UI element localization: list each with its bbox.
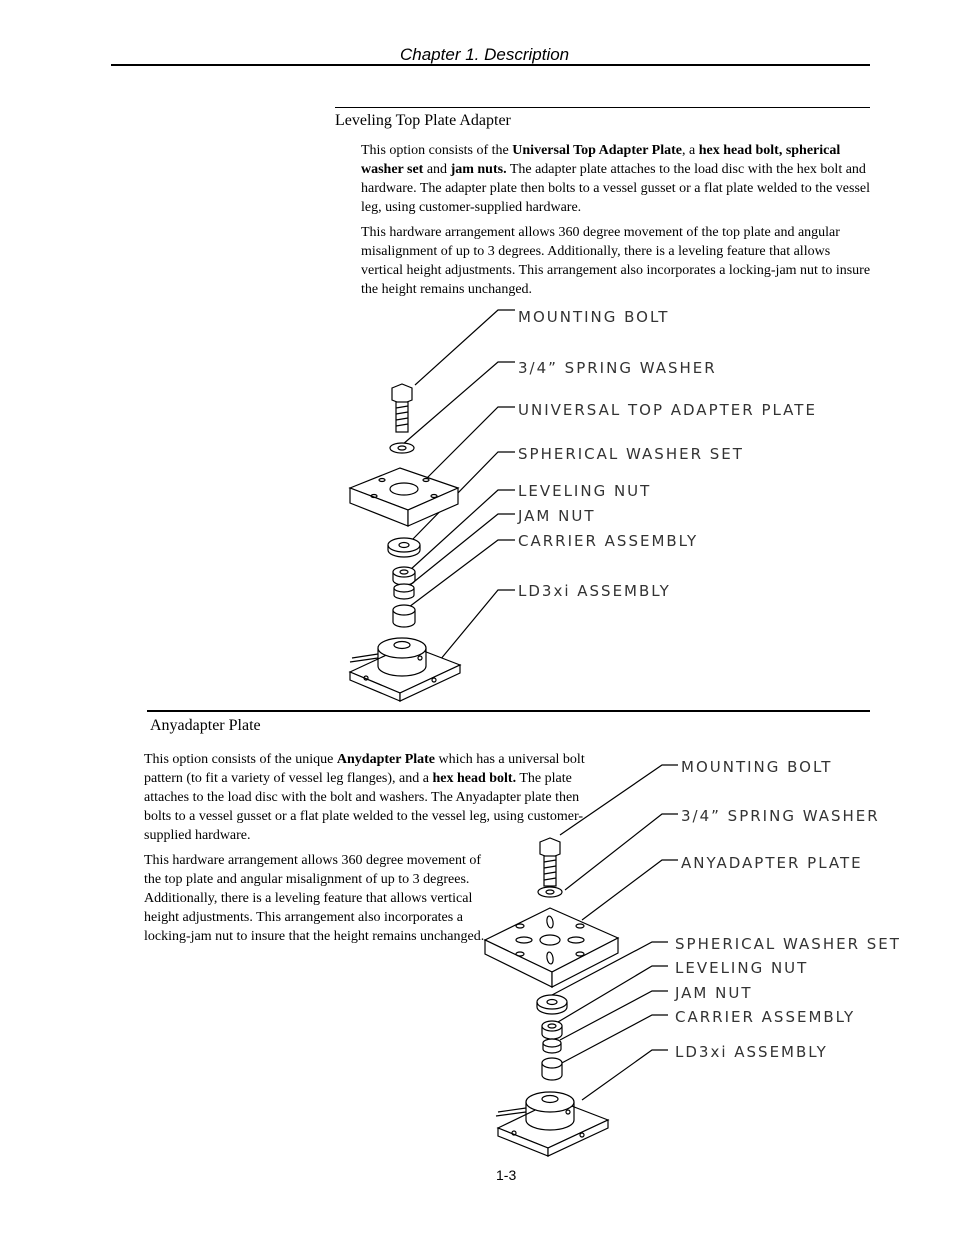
label-spherical-washer-set: SPHERICAL WASHER SET [518, 445, 744, 463]
label-spring-washer: 3/4” SPRING WASHER [518, 359, 717, 377]
label-spherical-washer-set: SPHERICAL WASHER SET [675, 935, 901, 953]
chapter-header: Chapter 1. Description [400, 45, 570, 64]
section1-paragraph-1: This option consists of the Universal Top Adapter Plate, a hex head bolt, spherical washer set and jam nuts. The adapter plate attaches to the load disc with the hex bolt and hardware. The adapter plate then bolts to a vessel gusset or a flat plate welded to the vessel leg, using customer-supplied hardware. [361, 143, 871, 215]
label-carrier-assembly: CARRIER ASSEMBLY [675, 1008, 856, 1026]
leveling-adapter-exploded-diagram [330, 300, 870, 705]
section1-body [361, 141, 871, 299]
section2-title: Anyadapter Plate [150, 717, 261, 734]
label-jam-nut: JAM NUT [518, 507, 596, 525]
anyadapter-exploded-diagram [480, 750, 910, 1160]
label-anyadapter-plate: ANYADAPTER PLATE [681, 854, 863, 872]
section1-title: Leveling Top Plate Adapter [335, 112, 511, 129]
header-rule [111, 64, 870, 66]
page-number: 1-3 [496, 1167, 517, 1183]
label-ld3xi-assembly: LD3xi ASSEMBLY [518, 582, 671, 600]
label-universal-top-adapter-plate: UNIVERSAL TOP ADAPTER PLATE [518, 401, 817, 419]
section1-rule [335, 107, 870, 108]
label-carrier-assembly: CARRIER ASSEMBLY [518, 532, 699, 550]
label-leveling-nut: LEVELING NUT [675, 959, 809, 977]
section2-paragraph-1: This option consists of the unique Anydapter Plate which has a universal bolt pattern (to fit a variety of vessel leg flanges), and a hex head bolt. The plate attaches to the load disc with the bolt and washers. The Anyadapter plate then bolts to a vessel gusset or a flat plate welded to the vessel leg, using customer-supplied hardware. [144, 752, 585, 843]
label-mounting-bolt: MOUNTING BOLT [681, 758, 833, 776]
label-jam-nut: JAM NUT [675, 984, 753, 1002]
label-mounting-bolt: MOUNTING BOLT [518, 308, 670, 326]
label-leveling-nut: LEVELING NUT [518, 482, 652, 500]
section2-rule [147, 710, 870, 712]
label-spring-washer: 3/4” SPRING WASHER [681, 807, 880, 825]
section2-body-2 [144, 851, 499, 946]
label-ld3xi-assembly: LD3xi ASSEMBLY [675, 1043, 828, 1061]
section1-paragraph-2: This hardware arrangement allows 360 degree movement of the top plate and angular misalignment of up to 3 degrees. Additionally, there is a leveling feature that allows vertical height adjustments. This arrangement also incorporates a locking-jam nut to insure the height remains unchanged. [361, 225, 871, 297]
section2-paragraph-2: This hardware arrangement allows 360 degree movement of the top plate and angular misalignment of up to 3 degrees. Additionally, there is a leveling feature that allows vertical height adjustments. This arrangement also incorporates a locking-jam nut to insure that the height remains unchanged. [144, 853, 485, 944]
